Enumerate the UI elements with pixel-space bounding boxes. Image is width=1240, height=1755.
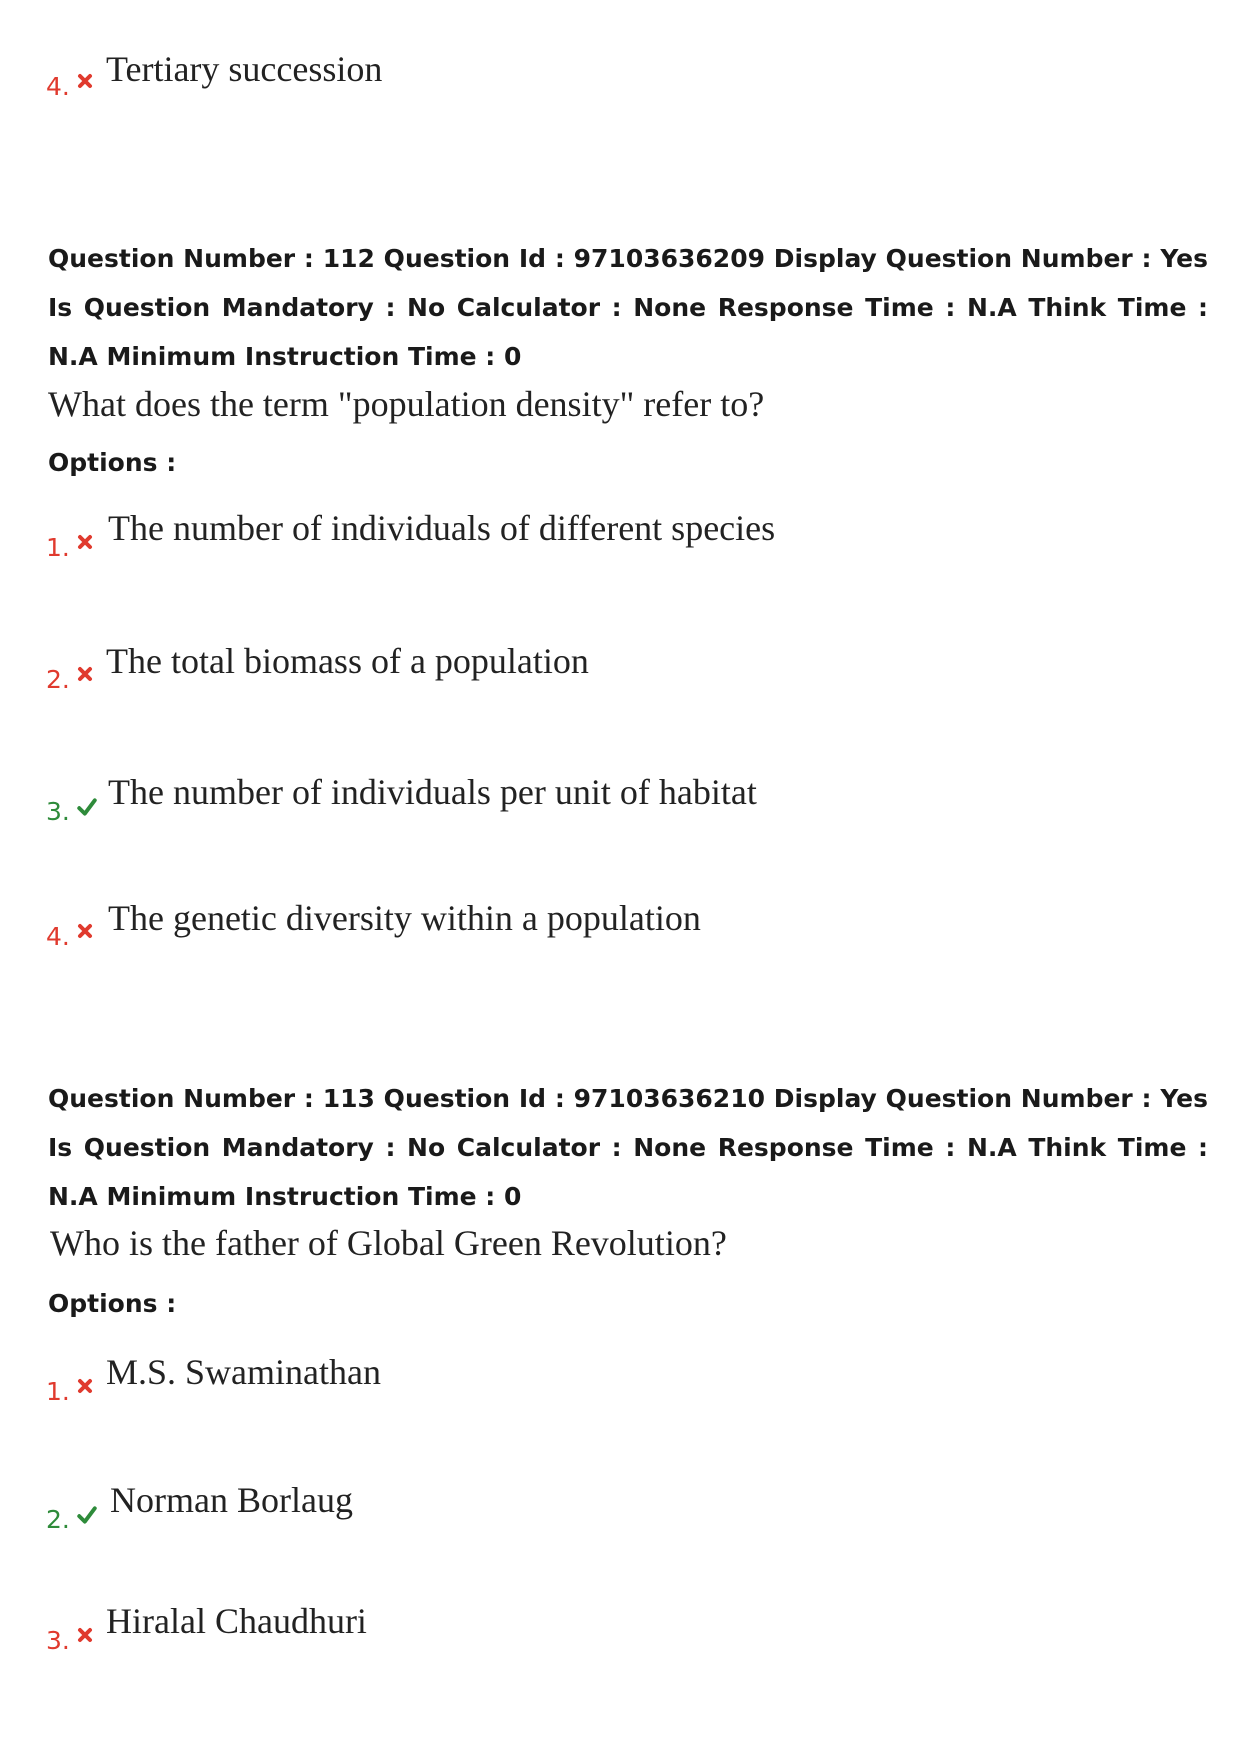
option-text: The genetic diversity within a population (108, 898, 701, 938)
option-text: The total biomass of a population (106, 641, 589, 681)
option-text: The number of individuals per unit of habitat (108, 772, 757, 812)
cross-icon (76, 533, 94, 551)
options-label: Options : (48, 448, 177, 477)
option-number: 2. (46, 1505, 70, 1534)
question-meta: Question Number : 112 Question Id : 97103636209 Display Question Number : Yes Is Question Mandatory : No Calculator : None Response Time : N.A Think Time : N.A Minimum Instruction Time : 0 (48, 244, 1208, 371)
option-number: 1. (46, 533, 70, 562)
question-text: What does the term "population density" refer to? (48, 384, 765, 424)
option-text: Norman Borlaug (110, 1480, 353, 1520)
option-number: 1. (46, 1377, 70, 1406)
question-text: Who is the father of Global Green Revolution? (50, 1223, 727, 1263)
option-text: The number of individuals of different species (108, 508, 776, 548)
option-number: 4. (46, 72, 70, 101)
cross-icon (76, 72, 94, 90)
option-number: 2. (46, 665, 70, 694)
cross-icon (76, 1377, 94, 1395)
cross-icon (76, 665, 94, 683)
option-text: M.S. Swaminathan (106, 1352, 381, 1392)
option-number: 4. (46, 922, 70, 951)
option-number: 3. (46, 797, 70, 826)
option-text: Tertiary succession (106, 49, 383, 89)
check-icon (76, 1505, 98, 1525)
question-meta: Question Number : 113 Question Id : 97103636210 Display Question Number : Yes Is Question Mandatory : No Calculator : None Response Time : N.A Think Time : N.A Minimum Instruction Time : 0 (48, 1084, 1208, 1211)
option-text: Hiralal Chaudhuri (106, 1601, 367, 1641)
options-label: Options : (48, 1289, 177, 1318)
cross-icon (76, 922, 94, 940)
check-icon (76, 797, 98, 817)
cross-icon (76, 1626, 94, 1644)
option-number: 3. (46, 1626, 70, 1655)
